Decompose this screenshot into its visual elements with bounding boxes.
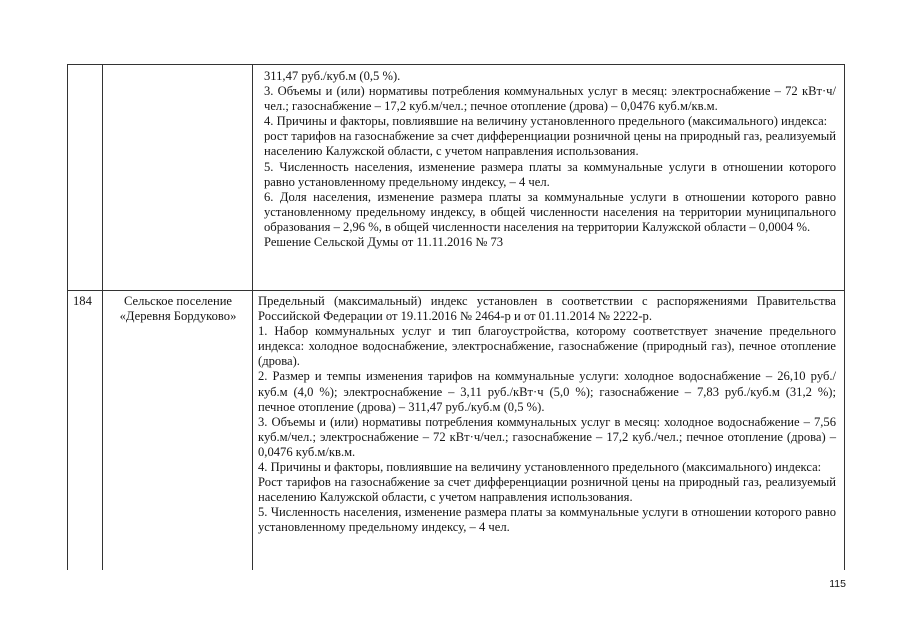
- row-184-paragraph: 2. Размер и темпы изменения тарифов на коммунальные услуги: холодное водоснабжение – 26,10 руб./куб.м (4,0 %); электроснабжение – 3,11 руб./кВт·ч (5,0 %); газоснабжение – 7,83 руб./куб.м (31,2 %); печное отопление (дрова) – 311,47 руб./куб.м (0,5 %).: [258, 369, 836, 414]
- row-184-paragraph: Предельный (максимальный) индекс установлен в соответствии с распоряжениями Правительства Российской Федерации от 19.11.2016 № 2464-р и от 01.11.2014 № 2222-р.: [258, 294, 836, 324]
- prev-row-paragraph: 4. Причины и факторы, повлиявшие на величину установленного предельного (максимального) индекса:: [264, 114, 828, 129]
- prev-row-content: [264, 69, 836, 250]
- prev-row-paragraph: 5. Численность населения, изменение размера платы за коммунальные услуги в отношении которого равно установленному предельному индексу, – 4 чел.: [264, 159, 836, 189]
- row-divider: [68, 290, 844, 291]
- settlement-name: Сельское поселение «Деревня Бордуково»: [119, 294, 237, 324]
- prev-row-paragraph: 3. Объемы и (или) нормативы потребления коммунальных услуг в месяц: электроснабжение – 72 кВт·ч/чел.; газоснабжение – 17,2 куб.м/чел.; печное отопление (дрова) – 0,0476 куб.м/кв.м.: [264, 84, 836, 114]
- row-184-paragraph: 1. Набор коммунальных услуг и тип благоустройства, которому соответствует значение предельного индекса: холодное водоснабжение, электроснабжение, газоснабжение (природный газ), печное отопление (дрова).: [258, 324, 836, 369]
- column-divider-settlement: [252, 65, 253, 570]
- row-number: 184: [73, 294, 92, 308]
- row-184-paragraph: Рост тарифов на газоснабжение за счет дифференциации розничной цены на природный газ, реализуемый населению Калужской области, с учетом направления использования.: [258, 475, 836, 505]
- column-divider-number: [102, 65, 103, 570]
- document-table: [67, 64, 845, 570]
- prev-row-paragraph: рост тарифов на газоснабжение за счет дифференциации розничной цены на природный газ, реализуемый населению Калужской области, с учетом направления использования.: [264, 129, 836, 159]
- row-184-content: [258, 294, 836, 536]
- prev-row-paragraph: 311,47 руб./куб.м (0,5 %).: [264, 69, 401, 83]
- row-184-paragraph: 3. Объемы и (или) нормативы потребления коммунальных услуг в месяц: холодное водоснабжение – 7,56 куб.м/чел.; электроснабжение – 72 кВт·ч/чел.; газоснабжение – 17,2 куб./чел.; печное отопление (дрова) – 0,0476 куб.м/кв.м.: [258, 414, 836, 459]
- page-number: 115: [829, 578, 846, 590]
- prev-row-paragraph: 6. Доля населения, изменение размера платы за коммунальные услуги в отношении которого равно установленному предельному индексу, в общей численности населения на территории муниципального образования – 2,96 %, в общей численности населения на территории Калужской области – 0,0004 %.: [264, 189, 836, 234]
- prev-row-paragraph: Решение Сельской Думы от 11.11.2016 № 73: [264, 235, 504, 250]
- row-184-paragraph: 5. Численность населения, изменение размера платы за коммунальные услуги в отношении которого равно установленному предельному индексу, – 4 чел.: [258, 505, 836, 535]
- row-184-paragraph: 4. Причины и факторы, повлиявшие на величину установленного предельного (максимального) индекса:: [258, 460, 822, 475]
